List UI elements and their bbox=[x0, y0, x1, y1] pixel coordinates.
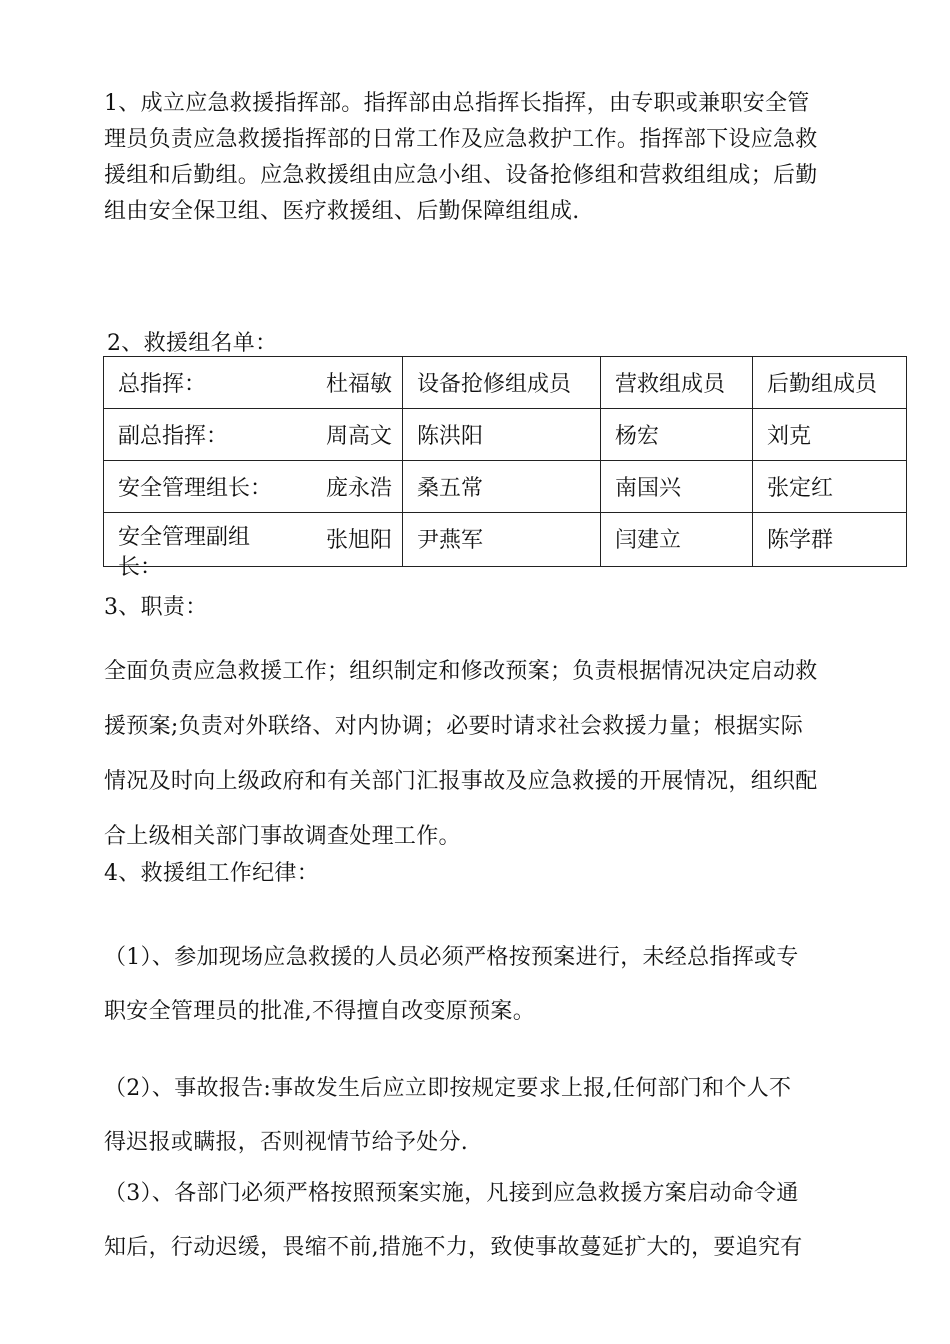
text-line: 援预案;负责对外联络、对内协调；必要时请求社会救援力量；根据实际 bbox=[104, 714, 804, 739]
table-row bbox=[104, 461, 907, 513]
table-cell bbox=[104, 513, 403, 580]
table-cell: 张定红 bbox=[753, 461, 907, 513]
table-cell: 营救组成员 bbox=[601, 357, 753, 409]
heading-text: 3、职责： bbox=[104, 595, 208, 620]
role-label: 安全管理组长： bbox=[118, 476, 273, 501]
text-line: 合上级相关部门事故调查处理工作。 bbox=[104, 824, 461, 849]
text-line: 组由安全保卫组、医疗救援组、后勤保障组组成. bbox=[104, 199, 580, 224]
table-cell: 刘克 bbox=[753, 409, 907, 461]
table-cell bbox=[104, 409, 403, 461]
section1-paragraph bbox=[104, 86, 904, 230]
text-line: （3）、各部门必须严格按照预案实施，凡接到应急救援方案启动命令通 bbox=[104, 1181, 799, 1206]
person-name: 张旭阳 bbox=[325, 528, 392, 553]
section3-paragraph bbox=[104, 644, 904, 864]
table-cell bbox=[104, 461, 403, 513]
text-line: 得迟报或瞒报，否则视情节给予处分. bbox=[104, 1130, 469, 1155]
table-cell: 闫建立 bbox=[601, 513, 753, 567]
text-line: 情况及时向上级政府和有关部门汇报事故及应急救援的开展情况，组织配 bbox=[104, 769, 818, 794]
table-cell: 尹燕军 bbox=[403, 513, 601, 567]
text-line: 全面负责应急救援工作；组织制定和修改预案；负责根据情况决定启动救 bbox=[104, 659, 818, 684]
person-name: 杜福敏 bbox=[325, 372, 392, 397]
table-row bbox=[104, 357, 907, 409]
table-cell bbox=[104, 357, 403, 409]
section3-heading bbox=[104, 590, 904, 626]
table-cell: 杨宏 bbox=[601, 409, 753, 461]
table-row bbox=[104, 409, 907, 461]
table-cell: 设备抢修组成员 bbox=[403, 357, 601, 409]
role-label: 副总指挥： bbox=[118, 424, 229, 449]
person-name: 庞永浩 bbox=[325, 476, 392, 501]
role-label: 安全管理副组长： bbox=[118, 525, 251, 580]
person-name: 周高文 bbox=[325, 424, 392, 449]
rescue-team-table bbox=[103, 356, 907, 580]
discipline-item-3 bbox=[104, 1167, 904, 1275]
table-row bbox=[104, 513, 907, 567]
text-line: 1、成立应急救援指挥部。指挥部由总指挥长指挥，由专职或兼职安全管 bbox=[104, 91, 810, 116]
table-cell: 陈洪阳 bbox=[403, 409, 601, 461]
heading-text: 4、救援组工作纪律： bbox=[104, 861, 319, 886]
text-line: （2）、事故报告:事故发生后应立即按规定要求上报,任何部门和个人不 bbox=[104, 1076, 792, 1101]
table-cell: 陈学群 bbox=[753, 513, 907, 567]
heading-text: 2、救援组名单： bbox=[107, 331, 278, 356]
role-label: 总指挥： bbox=[118, 372, 207, 397]
text-line: 理员负责应急救援指挥部的日常工作及应急救护工作。指挥部下设应急救 bbox=[104, 127, 818, 152]
table-cell: 桑五常 bbox=[403, 461, 601, 513]
text-line: （1）、参加现场应急救援的人员必须严格按预案进行，未经总指挥或专 bbox=[104, 945, 799, 970]
text-line: 知后，行动迟缓，畏缩不前,措施不力，致使事故蔓延扩大的，要追究有 bbox=[104, 1235, 803, 1260]
text-line: 援组和后勤组。应急救援组由应急小组、设备抢修组和营救组组成；后勤 bbox=[104, 163, 818, 188]
section4-heading bbox=[104, 856, 904, 892]
text-line: 职安全管理员的批准,不得擅自改变原预案。 bbox=[104, 999, 535, 1024]
discipline-item-2 bbox=[104, 1062, 904, 1170]
table-cell: 南国兴 bbox=[601, 461, 753, 513]
discipline-item-1 bbox=[104, 931, 904, 1039]
table-cell: 后勤组成员 bbox=[753, 357, 907, 409]
